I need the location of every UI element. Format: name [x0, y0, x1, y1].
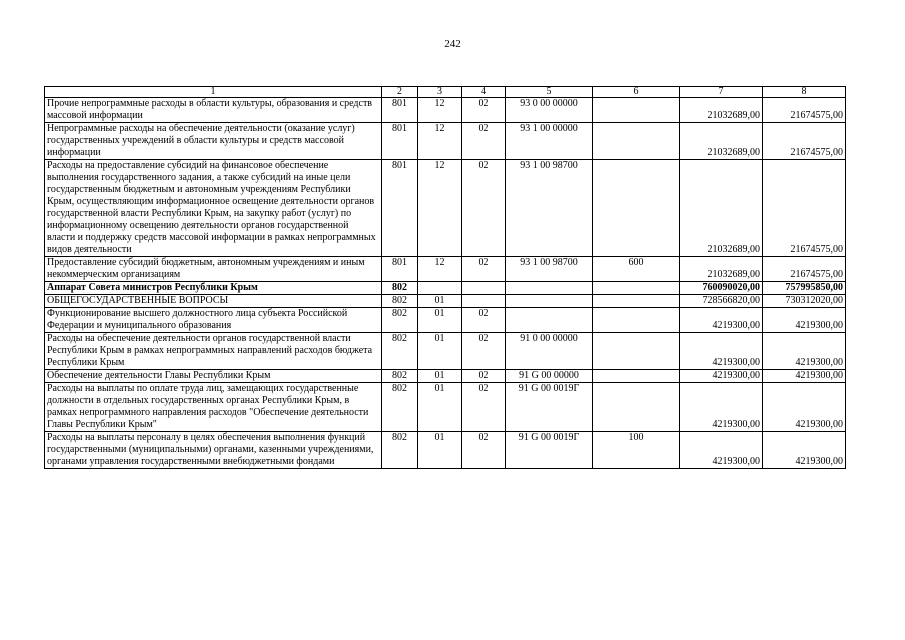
subsection-code-cell: 02 [462, 383, 506, 432]
table-row [45, 282, 846, 295]
table-row [45, 308, 846, 333]
department-code-cell: 801 [382, 160, 418, 257]
amount-year-2-cell: 4219300,00 [763, 432, 846, 469]
amount-year-2-cell: 21674575,00 [763, 98, 846, 123]
header-cell: 1 [45, 87, 382, 98]
section-code-cell [418, 282, 462, 295]
table-row [45, 432, 846, 469]
department-code-cell: 802 [382, 333, 418, 370]
row-name-cell: Расходы на предоставление субсидий на финансовое обеспечение выполнения государственного задания, а также субсидий на иные цели государственным бюджетным и автономным учреждениям Республики Крым, осуществляющим информационное освещение деятельности органов государственной власти Республики Крым, на закупку работ (услуг) по информационному освещению деятельности органов государственной власти и поддержку средств массовой информации в рамках непрограммных видов деятельности [45, 160, 382, 257]
row-name-cell: Расходы на выплаты персоналу в целях обеспечения выполнения функций государственными (муниципальными) органами, казенными учреждениями, органами управления государственными внебюджетными фондами [45, 432, 382, 469]
row-name-cell: ОБЩЕГОСУДАРСТВЕННЫЕ ВОПРОСЫ [45, 295, 382, 308]
amount-year-1-cell: 4219300,00 [680, 308, 763, 333]
row-name-cell: Расходы на выплаты по оплате труда лиц, замещающих государственные должности в отдельных государственных органах Республики Крым, в рамках непрограммного направления расходов "Обеспечение деятельности Главы Республики Крым" [45, 383, 382, 432]
department-code-cell: 801 [382, 257, 418, 282]
header-cell: 5 [506, 87, 593, 98]
amount-year-2-cell: 4219300,00 [763, 308, 846, 333]
subsection-code-cell: 02 [462, 432, 506, 469]
table-row [45, 295, 846, 308]
table-row [45, 98, 846, 123]
amount-year-2-cell: 21674575,00 [763, 123, 846, 160]
section-code-cell: 12 [418, 160, 462, 257]
amount-year-2-cell: 757995850,00 [763, 282, 846, 295]
expense-type-cell [593, 282, 680, 295]
row-name-cell: Предоставление субсидий бюджетным, автономным учреждениям и иным некоммерческим организациям [45, 257, 382, 282]
expense-type-cell: 100 [593, 432, 680, 469]
expense-type-cell [593, 370, 680, 383]
department-code-cell: 802 [382, 295, 418, 308]
table-body [45, 98, 846, 469]
target-article-cell [506, 295, 593, 308]
row-name-cell: Обеспечение деятельности Главы Республики Крым [45, 370, 382, 383]
department-code-cell: 802 [382, 432, 418, 469]
target-article-cell: 91 G 00 0019Г [506, 383, 593, 432]
header-cell: 3 [418, 87, 462, 98]
target-article-cell [506, 282, 593, 295]
department-code-cell: 802 [382, 383, 418, 432]
section-code-cell: 01 [418, 308, 462, 333]
target-article-cell: 91 G 00 00000 [506, 370, 593, 383]
section-code-cell: 12 [418, 257, 462, 282]
subsection-code-cell [462, 295, 506, 308]
expense-type-cell [593, 333, 680, 370]
section-code-cell: 01 [418, 295, 462, 308]
header-row [45, 87, 846, 98]
amount-year-1-cell: 4219300,00 [680, 370, 763, 383]
section-code-cell: 01 [418, 432, 462, 469]
target-article-cell [506, 308, 593, 333]
amount-year-1-cell: 4219300,00 [680, 333, 763, 370]
section-code-cell: 12 [418, 123, 462, 160]
amount-year-2-cell: 21674575,00 [763, 160, 846, 257]
expense-type-cell: 600 [593, 257, 680, 282]
subsection-code-cell: 02 [462, 370, 506, 383]
expense-type-cell [593, 295, 680, 308]
row-name-cell: Непрограммные расходы на обеспечение деятельности (оказание услуг) государственных учреждений в области культуры и средств массовой информации [45, 123, 382, 160]
budget-table [44, 86, 846, 469]
table-row [45, 383, 846, 432]
amount-year-1-cell: 21032689,00 [680, 98, 763, 123]
department-code-cell: 802 [382, 370, 418, 383]
amount-year-1-cell: 728566820,00 [680, 295, 763, 308]
amount-year-2-cell: 730312020,00 [763, 295, 846, 308]
subsection-code-cell: 02 [462, 333, 506, 370]
section-code-cell: 01 [418, 370, 462, 383]
section-code-cell: 12 [418, 98, 462, 123]
target-article-cell: 91 0 00 00000 [506, 333, 593, 370]
subsection-code-cell [462, 282, 506, 295]
expense-type-cell [593, 308, 680, 333]
department-code-cell: 801 [382, 98, 418, 123]
row-name-cell: Прочие непрограммные расходы в области культуры, образования и средств массовой информации [45, 98, 382, 123]
target-article-cell: 93 1 00 98700 [506, 160, 593, 257]
header-cell: 4 [462, 87, 506, 98]
subsection-code-cell: 02 [462, 308, 506, 333]
subsection-code-cell: 02 [462, 160, 506, 257]
amount-year-1-cell: 4219300,00 [680, 383, 763, 432]
row-name-cell: Расходы на обеспечение деятельности органов государственной власти Республики Крым в рамках непрограммных направлений расходов бюджета Республики Крым [45, 333, 382, 370]
amount-year-1-cell: 760090020,00 [680, 282, 763, 295]
department-code-cell: 802 [382, 308, 418, 333]
expense-type-cell [593, 123, 680, 160]
page-number: 242 [444, 38, 461, 50]
subsection-code-cell: 02 [462, 123, 506, 160]
target-article-cell: 93 1 00 98700 [506, 257, 593, 282]
target-article-cell: 93 0 00 00000 [506, 98, 593, 123]
header-cell: 2 [382, 87, 418, 98]
row-name-cell: Функционирование высшего должностного лица субъекта Российской Федерации и муниципального образования [45, 308, 382, 333]
expense-type-cell [593, 160, 680, 257]
department-code-cell: 802 [382, 282, 418, 295]
table-row [45, 333, 846, 370]
department-code-cell: 801 [382, 123, 418, 160]
header-cell: 6 [593, 87, 680, 98]
amount-year-2-cell: 4219300,00 [763, 370, 846, 383]
amount-year-1-cell: 21032689,00 [680, 160, 763, 257]
subsection-code-cell: 02 [462, 98, 506, 123]
row-name-cell: Аппарат Совета министров Республики Крым [45, 282, 382, 295]
amount-year-2-cell: 21674575,00 [763, 257, 846, 282]
table-row [45, 123, 846, 160]
amount-year-1-cell: 21032689,00 [680, 123, 763, 160]
header-cell: 8 [763, 87, 846, 98]
table-row [45, 160, 846, 257]
target-article-cell: 93 1 00 00000 [506, 123, 593, 160]
amount-year-1-cell: 4219300,00 [680, 432, 763, 469]
amount-year-1-cell: 21032689,00 [680, 257, 763, 282]
section-code-cell: 01 [418, 333, 462, 370]
amount-year-2-cell: 4219300,00 [763, 333, 846, 370]
section-code-cell: 01 [418, 383, 462, 432]
amount-year-2-cell: 4219300,00 [763, 383, 846, 432]
table-row [45, 257, 846, 282]
expense-type-cell [593, 383, 680, 432]
subsection-code-cell: 02 [462, 257, 506, 282]
header-cell: 7 [680, 87, 763, 98]
table-row [45, 370, 846, 383]
target-article-cell: 91 G 00 0019Г [506, 432, 593, 469]
expense-type-cell [593, 98, 680, 123]
